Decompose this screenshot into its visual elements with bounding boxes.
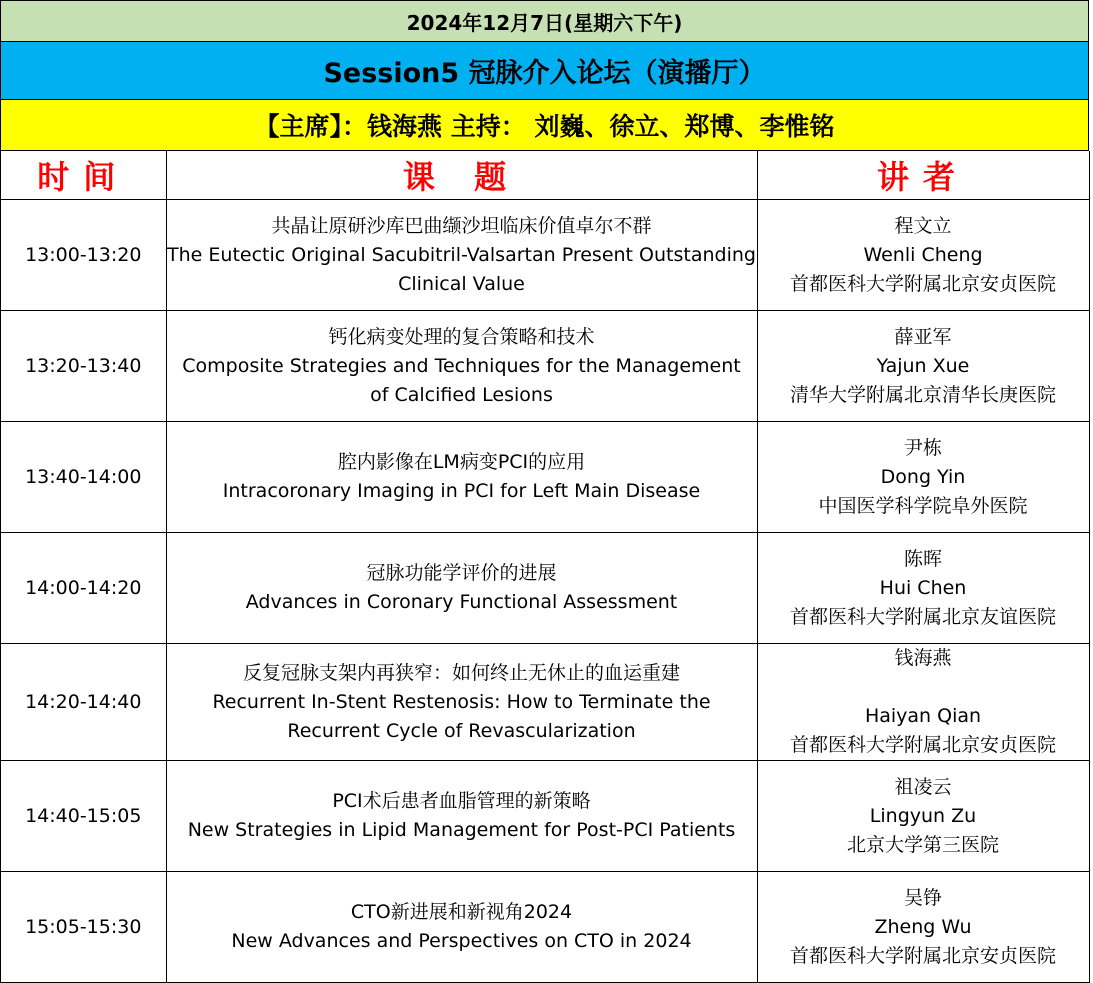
speaker-name-en: Zheng Wu [874,915,972,938]
time-cell: 14:20-14:40 [1,644,166,761]
topic-cell [166,311,757,422]
speaker-name-cn: 吴铮 [903,886,942,909]
speaker-name-en: Yajun Xue [876,354,970,377]
table-row [1,533,1089,644]
speaker-hospital: 首都医科大学附属北京友谊医院 [789,605,1056,628]
speaker-hospital: 中国医学科学院阜外医院 [818,494,1028,517]
topic-en-line1: Intracoronary Imaging in PCI for Left Main Disease [222,480,701,502]
topic-en-line2: of Calcified Lesions [370,383,553,406]
date-banner: 2024年12月7日(星期六下午) [1,1,1089,42]
topic-cell [166,761,757,872]
speaker-cell [757,311,1089,422]
time-cell: 15:05-15:30 [1,872,166,983]
topic-cn: 冠脉功能学评价的进展 [366,562,557,584]
speaker-cell [757,872,1089,983]
table-row [1,872,1089,983]
session-title: Session5 冠脉介入论坛（演播厅） [1,42,1089,100]
speaker-name-en: Haiyan Qian [864,705,982,727]
table-row [1,311,1089,422]
time-cell: 13:20-13:40 [1,311,166,422]
time-cell: 13:40-14:00 [1,422,166,533]
speaker-name-en: Lingyun Zu [869,804,977,827]
speaker-name-cn: 薛亚军 [894,325,952,348]
topic-en-line2: Recurrent Cycle of Revascularization [287,719,636,742]
schedule-table [1,151,1090,983]
table-row [1,644,1089,761]
speaker-cell [757,644,1089,761]
speaker-name-cn: 陈晖 [903,547,942,570]
time-cell: 13:00-13:20 [1,200,166,311]
table-row [1,200,1089,311]
time-cell: 14:40-15:05 [1,761,166,872]
topic-cn: PCI术后患者血脂管理的新策略 [332,790,591,812]
speaker-name-cn: 程文立 [894,214,952,237]
speaker-cell [757,422,1089,533]
header-topic: 课 题 [166,151,757,200]
table-row [1,422,1089,533]
topic-cell [166,200,757,311]
speaker-cell [757,200,1089,311]
topic-cell [166,422,757,533]
topic-cn: 反复冠脉支架内再狭窄：如何终止无休止的血运重建 [242,661,680,684]
speaker-cell [757,533,1089,644]
speaker-name-en: Hui Chen [879,576,967,599]
speaker-hospital: 清华大学附属北京清华长庚医院 [789,383,1056,406]
speaker-hospital: 首都医科大学附属北京安贞医院 [789,734,1056,756]
topic-cell [166,872,757,983]
topic-cell [166,644,757,761]
topic-cn: 共晶让原研沙库巴曲缬沙坦临床价值卓尔不群 [271,214,652,237]
topic-cell [166,533,757,644]
speaker-name-en: Dong Yin [880,465,966,488]
topic-en-line2: Clinical Value [398,272,525,295]
topic-cn: CTO新进展和新视角2024 [350,901,573,923]
header-time: 时间 [1,151,166,200]
speaker-hospital: 首都医科大学附属北京安贞医院 [789,272,1056,295]
speaker-name-cn: 钱海燕 [894,647,952,669]
speaker-cell [757,761,1089,872]
speaker-name-cn: 尹栋 [903,436,942,459]
topic-en-line1: The Eutectic Original Sacubitril-Valsartan Present Outstanding [167,243,756,266]
speaker-name-en: Wenli Cheng [863,243,983,266]
speaker-name-cn: 祖凌云 [894,775,952,798]
topic-en-line1: New Strategies in Lipid Management for Post-PCI Patients [187,819,736,841]
topic-en-line1: Recurrent In-Stent Restenosis: How to Terminate the [212,690,711,713]
topic-cn: 钙化病变处理的复合策略和技术 [328,325,595,348]
speaker-gap [758,673,1089,702]
header-speaker: 讲者 [757,151,1089,200]
table-row [1,761,1089,872]
topic-cn: 腔内影像在LM病变PCI的应用 [337,451,586,473]
speaker-hospital: 北京大学第三医院 [846,833,999,856]
topic-en-line1: Advances in Coronary Functional Assessment [245,591,678,613]
chair-moderators-banner: 【主席】：钱海燕 主持： 刘巍、徐立、郑博、李惟铭 [1,100,1089,151]
topic-en-line1: New Advances and Perspectives on CTO in 2024 [231,930,692,952]
speaker-hospital: 首都医科大学附属北京安贞医院 [789,944,1056,967]
topic-en-line1: Composite Strategies and Techniques for the Management [182,354,741,377]
table-header-row [1,151,1089,200]
time-cell: 14:00-14:20 [1,533,166,644]
